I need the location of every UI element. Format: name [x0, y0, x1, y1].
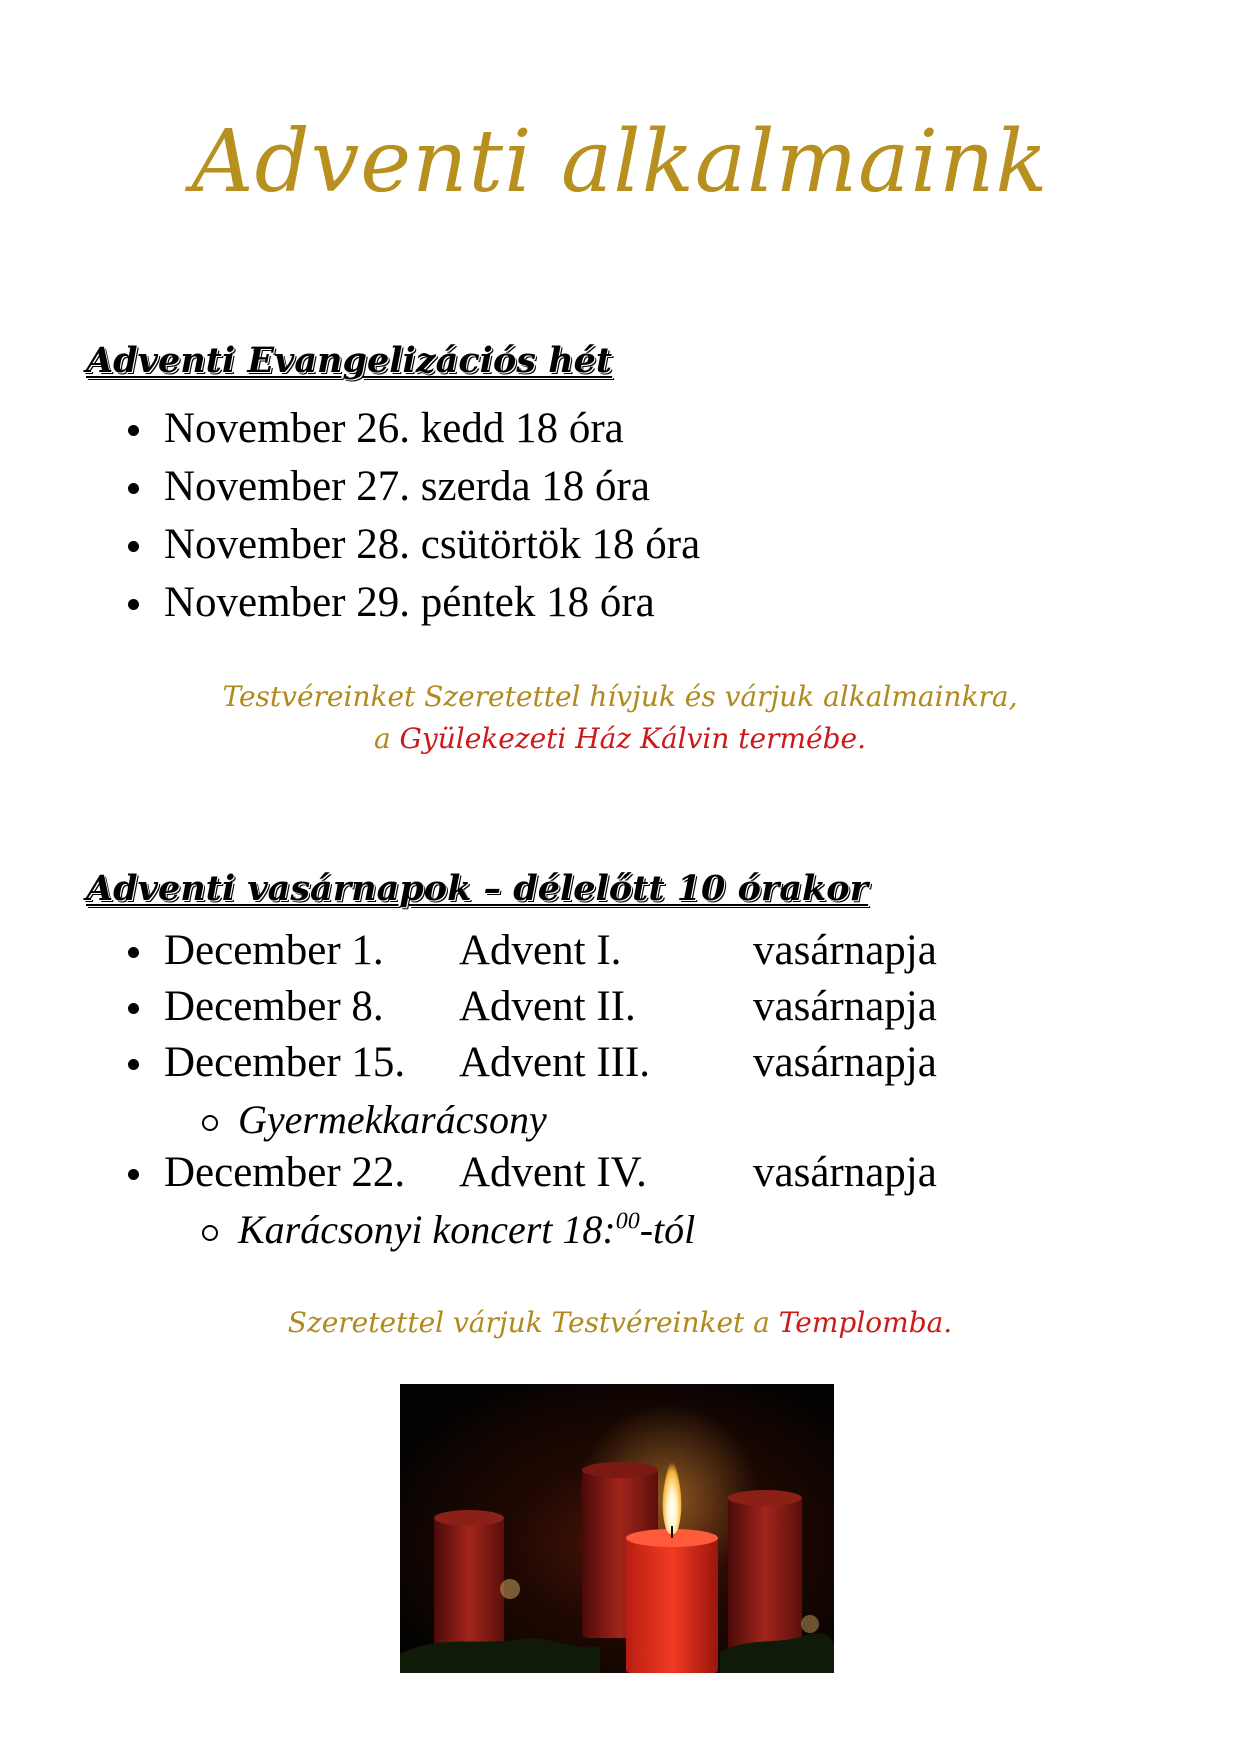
sunday-day: vasárnapja	[753, 1149, 937, 1196]
invitation-location: Gyülekezeti Ház Kálvin termébe.	[399, 722, 867, 755]
ornament	[801, 1615, 819, 1633]
sunday-advent: Advent I.	[459, 927, 622, 974]
list-item-text: November 28. csütörtök 18 óra	[164, 521, 701, 568]
concert-text: Karácsonyi koncert 18:	[238, 1207, 616, 1252]
sunday-advent: Advent II.	[459, 983, 636, 1030]
section-heading-evangelization: Adventi Evangelizációs hét	[86, 340, 613, 381]
candle-left-top	[434, 1510, 504, 1526]
sunday-day: vasárnapja	[753, 983, 937, 1030]
section-heading-sundays: Adventi vasárnapok – délelőtt 10 órakor	[86, 868, 869, 909]
candles-image	[400, 1384, 834, 1673]
ornament	[500, 1579, 520, 1599]
concert-time-superscript: 00	[615, 1208, 640, 1235]
page-title: Adventi alkalmaink	[191, 112, 1049, 212]
bullet-icon	[128, 483, 139, 494]
invitation-note-prefix: a	[373, 722, 400, 755]
sunday-advent: Advent IV.	[459, 1149, 647, 1196]
sunday-date: December 8.	[164, 983, 384, 1030]
bullet-icon	[128, 1169, 139, 1180]
candle-back-top	[582, 1462, 658, 1478]
invitation-note-line-1: Testvéreinket Szeretettel hívjuk és várjuk alkalmainkra,	[222, 680, 1018, 713]
sub-item-text: Gyermekkarácsony	[238, 1097, 547, 1142]
bullet-icon	[128, 541, 139, 552]
church-note-location: Templomba.	[778, 1306, 953, 1339]
bullet-icon	[128, 1059, 139, 1070]
sunday-date: December 1.	[164, 927, 384, 974]
sunday-day: vasárnapja	[753, 1039, 937, 1086]
candle-right-top	[728, 1490, 802, 1506]
invitation-note-line-2	[0, 722, 1240, 755]
sunday-advent: Advent III.	[459, 1039, 651, 1086]
church-invitation-note	[0, 1306, 1240, 1339]
list-item-text: November 27. szerda 18 óra	[164, 463, 650, 510]
advent-candles-photo	[400, 1384, 834, 1673]
list-item-text: November 26. kedd 18 óra	[164, 405, 624, 452]
sunday-day: vasárnapja	[753, 927, 937, 974]
sunday-date: December 22.	[164, 1149, 406, 1196]
list-item-text: November 29. péntek 18 óra	[164, 579, 655, 626]
concert-suffix: -tól	[639, 1207, 696, 1252]
candle-center	[626, 1536, 718, 1673]
sub-item-text	[238, 1206, 695, 1253]
church-note-prefix: Szeretettel várjuk Testvéreinket a	[287, 1306, 779, 1339]
candle-right	[728, 1496, 802, 1656]
sunday-date: December 15.	[164, 1039, 406, 1086]
circle-bullet-icon	[202, 1115, 218, 1131]
bullet-icon	[128, 599, 139, 610]
circle-bullet-icon	[202, 1225, 218, 1241]
bullet-icon	[128, 947, 139, 958]
bullet-icon	[128, 425, 139, 436]
bullet-icon	[128, 1003, 139, 1014]
